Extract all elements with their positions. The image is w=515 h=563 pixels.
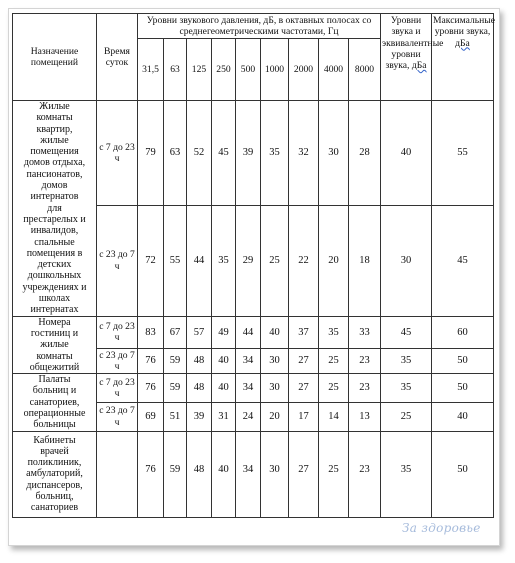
room-purpose-line: санаториев, [29,396,80,408]
band-level-cell: 59 [164,374,187,403]
band-level-cell: 22 [289,205,319,316]
site-watermark: За здоровье [402,521,481,535]
room-purpose-line: спальные [34,236,75,248]
band-level-cell: 35 [319,316,349,348]
band-level-cell: 55 [164,205,187,316]
band-level-cell: 45 [212,101,236,206]
band-level-cell: 40 [212,349,236,374]
room-purpose-cell [13,431,97,517]
band-level-cell: 14 [319,402,349,431]
band-level-cell: 59 [164,431,187,517]
band-level-cell: 35 [261,101,289,206]
room-purpose-line: интернатах [30,304,79,316]
band-level-cell: 34 [236,374,261,403]
header-equivalent-level-unit: дБа [411,60,427,72]
table-row [13,101,494,206]
band-level-cell: 17 [289,402,319,431]
band-level-cell: 76 [138,374,164,403]
band-level-cell: 76 [138,349,164,374]
room-purpose-line: помещения в [26,247,83,259]
room-purpose-line: интернатов [30,191,79,203]
band-level-cell: 28 [349,101,381,206]
time-of-day-cell: с 7 до 23 ч [97,374,138,403]
room-purpose-line: школах [38,293,71,305]
header-max-level-text: Максимальные уровни звука, [433,15,495,38]
band-level-cell: 13 [349,402,381,431]
band-level-cell: 44 [187,205,212,316]
band-level-cell: 25 [319,374,349,403]
room-purpose-line: домов [41,180,68,192]
max-level-cell: 45 [432,205,494,316]
room-purpose-line: гостиниц и [30,327,79,339]
max-level-cell: 55 [432,101,494,206]
room-purpose-cell [13,316,97,373]
document-page [8,8,500,546]
header-equivalent-level-text: Уровни звука и эквивалентные уровни звука, [382,15,444,72]
band-level-cell: 40 [212,431,236,517]
equivalent-level-cell: 35 [381,374,432,403]
band-level-cell: 72 [138,205,164,316]
header-frequency-6: 2000 [289,39,319,101]
header-equivalent-level [381,14,444,101]
equivalent-level-cell: 30 [381,205,432,316]
document-content [12,13,493,553]
band-level-cell: 34 [236,349,261,374]
header-room-purpose: Назначение помещений [13,14,97,101]
header-max-level-unit: дБа [455,37,470,49]
room-purpose-line: квартир, [36,123,73,135]
room-purpose-cell [13,374,97,431]
room-purpose-line: дошкольных [27,270,82,282]
max-level-cell: 40 [432,402,494,431]
band-level-cell: 23 [349,374,381,403]
time-of-day-cell: с 23 до 7 ч [97,349,138,374]
header-frequency-8: 8000 [349,39,381,101]
room-purpose-line: общежитий [29,361,80,373]
header-max-level [432,14,494,101]
equivalent-level-cell: 35 [381,349,432,374]
header-frequency-2: 125 [187,39,212,101]
band-level-cell: 67 [164,316,187,348]
band-level-cell: 25 [319,349,349,374]
band-level-cell: 48 [187,374,212,403]
band-level-cell: 25 [319,431,349,517]
header-frequency-0: 31,5 [138,39,164,101]
time-of-day-cell [97,431,138,517]
band-level-cell: 37 [289,316,319,348]
room-purpose-line: поликлиник, [27,457,82,469]
header-time-of-day: Время суток [97,14,138,101]
room-purpose-line: Палаты [38,374,71,386]
band-level-cell: 27 [289,374,319,403]
room-purpose-line: детских [37,259,72,271]
header-octave-band-levels: Уровни звукового давления, дБ, в октавных полосах со среднегеометрическими частотами, Гц [138,14,381,39]
band-level-cell: 57 [187,316,212,348]
band-level-cell: 23 [349,431,381,517]
band-level-cell: 59 [164,349,187,374]
room-purpose-line: санаториев [30,502,79,514]
time-of-day-cell: с 7 до 23 ч [97,316,138,348]
band-level-cell: 30 [261,374,289,403]
band-level-cell: 52 [187,101,212,206]
band-level-cell: 40 [212,374,236,403]
equivalent-level-cell: 40 [381,101,432,206]
band-level-cell: 34 [236,431,261,517]
band-level-cell: 44 [236,316,261,348]
room-purpose-line: жилые [40,134,69,146]
header-frequency-5: 1000 [261,39,289,101]
table-row [13,316,494,348]
room-purpose-line: для [47,202,62,214]
equivalent-level-cell: 25 [381,402,432,431]
room-purpose-line: больниц, [35,491,74,503]
room-purpose-line: диспансеров, [26,479,83,491]
header-frequency-3: 250 [212,39,236,101]
max-level-cell: 50 [432,374,494,403]
equivalent-level-cell: 45 [381,316,432,348]
band-level-cell: 18 [349,205,381,316]
band-level-cell: 24 [236,402,261,431]
band-level-cell: 30 [319,101,349,206]
header-frequency-7: 4000 [319,39,349,101]
band-level-cell: 35 [212,205,236,316]
room-purpose-line: комнаты [36,112,73,124]
band-level-cell: 30 [261,431,289,517]
room-purpose-line: помещения [30,146,79,158]
band-level-cell: 39 [187,402,212,431]
time-of-day-cell: с 23 до 7 ч [97,205,138,316]
room-purpose-line: жилые [40,339,69,351]
room-purpose-line: инвалидов, [30,225,79,237]
band-level-cell: 32 [289,101,319,206]
room-purpose-line: больниц и [32,385,77,397]
band-level-cell: 33 [349,316,381,348]
band-level-cell: 48 [187,349,212,374]
band-level-cell: 83 [138,316,164,348]
band-level-cell: 48 [187,431,212,517]
room-purpose-line: операционные [23,408,86,420]
band-level-cell: 79 [138,101,164,206]
time-of-day-cell: с 23 до 7 ч [97,402,138,431]
band-level-cell: 20 [261,402,289,431]
room-purpose-line: комнаты [36,350,73,362]
room-purpose-line: Жилые [39,101,70,112]
max-level-cell: 50 [432,431,494,517]
header-frequency-4: 500 [236,39,261,101]
room-purpose-line: пансионатов, [26,168,83,180]
band-level-cell: 31 [212,402,236,431]
room-purpose-line: амбулаторий, [26,468,83,480]
time-of-day-cell: с 7 до 23 ч [97,101,138,206]
band-level-cell: 76 [138,431,164,517]
band-level-cell: 27 [289,349,319,374]
band-level-cell: 30 [261,349,289,374]
band-level-cell: 63 [164,101,187,206]
band-level-cell: 25 [261,205,289,316]
room-purpose-cell [13,101,97,317]
band-level-cell: 69 [138,402,164,431]
band-level-cell: 29 [236,205,261,316]
max-level-cell: 50 [432,349,494,374]
room-purpose-line: Кабинеты [33,434,76,446]
band-level-cell: 27 [289,431,319,517]
noise-norms-table [12,13,494,518]
band-level-cell: 49 [212,316,236,348]
band-level-cell: 20 [319,205,349,316]
band-level-cell: 23 [349,349,381,374]
room-purpose-line: учреждениях и [22,281,87,293]
table-row [13,431,494,517]
equivalent-level-cell: 35 [381,431,432,517]
header-frequency-1: 63 [164,39,187,101]
max-level-cell: 60 [432,316,494,348]
room-purpose-line: престарелых и [23,213,86,225]
room-purpose-line: больницы [33,419,76,431]
band-level-cell: 39 [236,101,261,206]
room-purpose-line: Номера [38,316,71,328]
table-row [13,374,494,403]
room-purpose-line: врачей [40,445,69,457]
room-purpose-line: домов отдыха, [23,157,86,169]
band-level-cell: 51 [164,402,187,431]
band-level-cell: 40 [261,316,289,348]
